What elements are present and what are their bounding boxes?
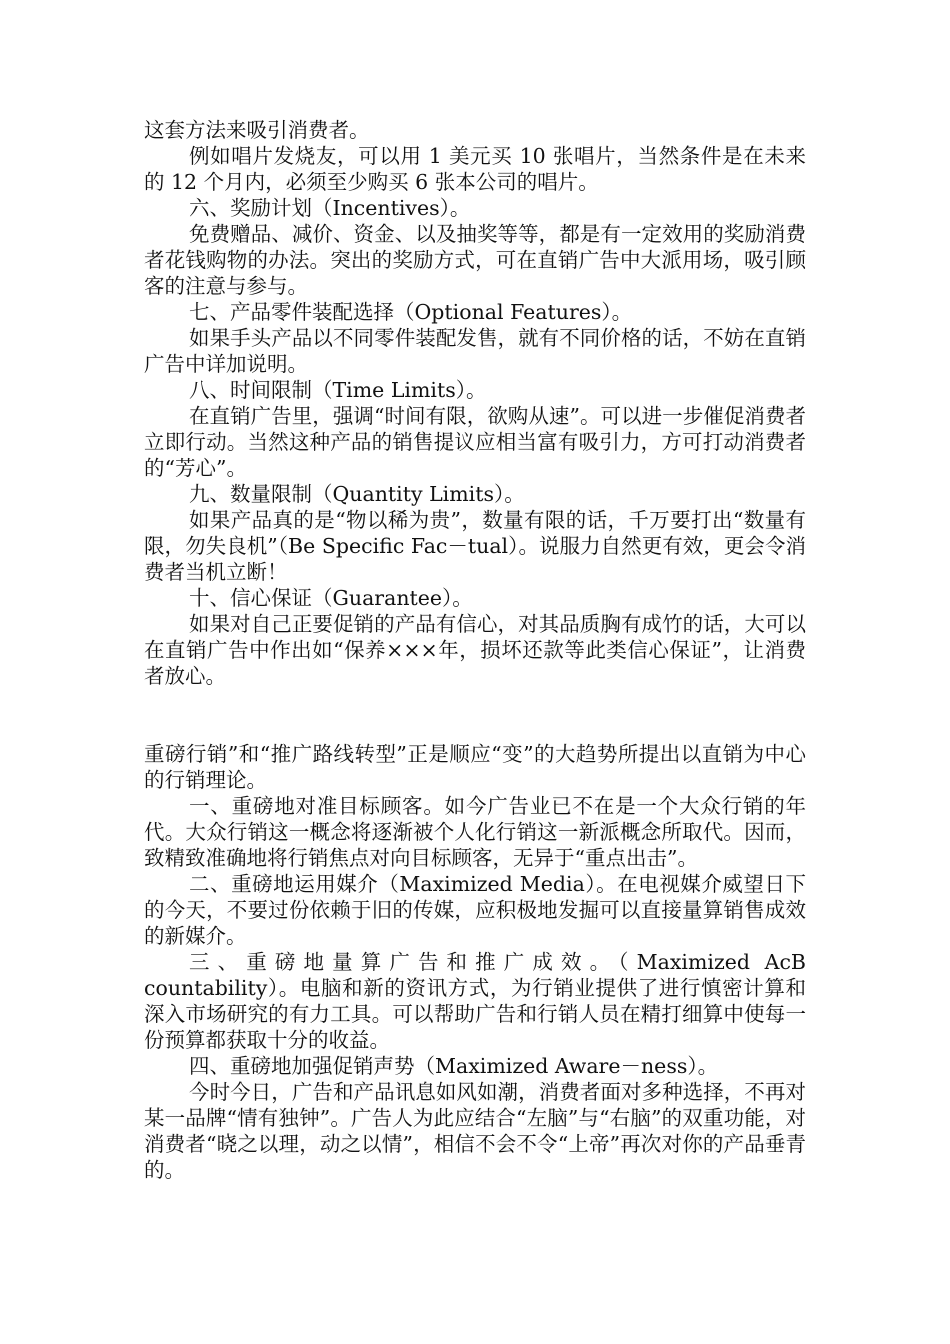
paragraph: 这套方法来吸引消费者。 [144, 118, 370, 142]
paragraph: 一、重磅地对准目标顾客。如今广告业已不在是一个大众行销的年代。大众行销这一概念将逐渐被个人化行销这一新派概念所取代。因而，致精致准确地将行销焦点对向目标顾客，无异于“重点出击”。 [144, 794, 806, 870]
heading-incentives: 六、奖励计划（Incentives）。 [189, 196, 471, 220]
heading-maximized-awareness: 四、重磅地加强促销声势（Maximized Aware－ness）。 [189, 1054, 719, 1078]
paragraph: 在直销广告里，强调“时间有限，欲购从速”。可以进一步催促消费者立即行动。当然这种产品的销售提议应相当富有吸引力，方可打动消费者的“芳心”。 [144, 404, 806, 480]
paragraph: 例如唱片发烧友，可以用 1 美元买 10 张唱片，当然条件是在未来的 12 个月内，必须至少购买 6 张本公司的唱片。 [144, 144, 806, 194]
section-maximized-marketing [144, 741, 806, 1183]
heading-optional-features: 七、产品零件装配选择（Optional Features）。 [189, 300, 633, 324]
paragraph: 如果产品真的是“物以稀为贵”，数量有限的话，千万要打出“数量有限，勿失良机”（Be Specific Fac－tual）。说服力自然更有效，更会令消费者当机立断！ [144, 508, 806, 584]
paragraph: 二、重磅地运用媒介（Maximized Media）。在电视媒介威望日下的今天，不要过份依赖于旧的传媒，应积极地发掘可以直接量算销售成效的新媒介。 [144, 872, 806, 948]
paragraph: 重磅行销”和“推广路线转型”正是顺应“变”的大趋势所提出以直销为中心的行销理论。 [144, 742, 806, 792]
paragraph: 今时今日，广告和产品讯息如风如潮，消费者面对多种选择，不再对某一品牌“情有独钟”。广告人为此应结合“左脑”与“右脑”的双重功能，对消费者“晓之以理，动之以情”，相信不会不令“上帝”再次对你的产品垂青的。 [144, 1080, 806, 1182]
paragraph: 如果手头产品以不同零件装配发售，就有不同价格的话，不妨在直销广告中详加说明。 [144, 326, 806, 376]
paragraph: 三、重磅地量算广告和推广成效。（Maximized AcB countability）。电脑和新的资讯方式，为行销业提供了进行慎密计算和深入市场研究的有力工具。可以帮助广告和行销人员在精打细算中使每一份预算都获取十分的收益。 [144, 950, 806, 1052]
heading-time-limits: 八、时间限制（Time Limits）。 [189, 378, 487, 402]
section-spacer [144, 689, 806, 741]
document-body [144, 117, 806, 1183]
paragraph: 如果对自己正要促销的产品有信心，对其品质胸有成竹的话，大可以在直销广告中作出如“保养×××年，损坏还款等此类信心保证”，让消费者放心。 [144, 612, 806, 688]
heading-quantity-limits: 九、数量限制（Quantity Limits）。 [189, 482, 525, 506]
paragraph: 免费赠品、减价、资金、以及抽奖等等，都是有一定效用的奖励消费者花钱购物的办法。突出的奖励方式，可在直销广告中大派用场，吸引顾客的注意与参与。 [144, 222, 806, 298]
section-direct-marketing-techniques [144, 117, 806, 689]
heading-guarantee: 十、信心保证（Guarantee）。 [189, 586, 473, 610]
